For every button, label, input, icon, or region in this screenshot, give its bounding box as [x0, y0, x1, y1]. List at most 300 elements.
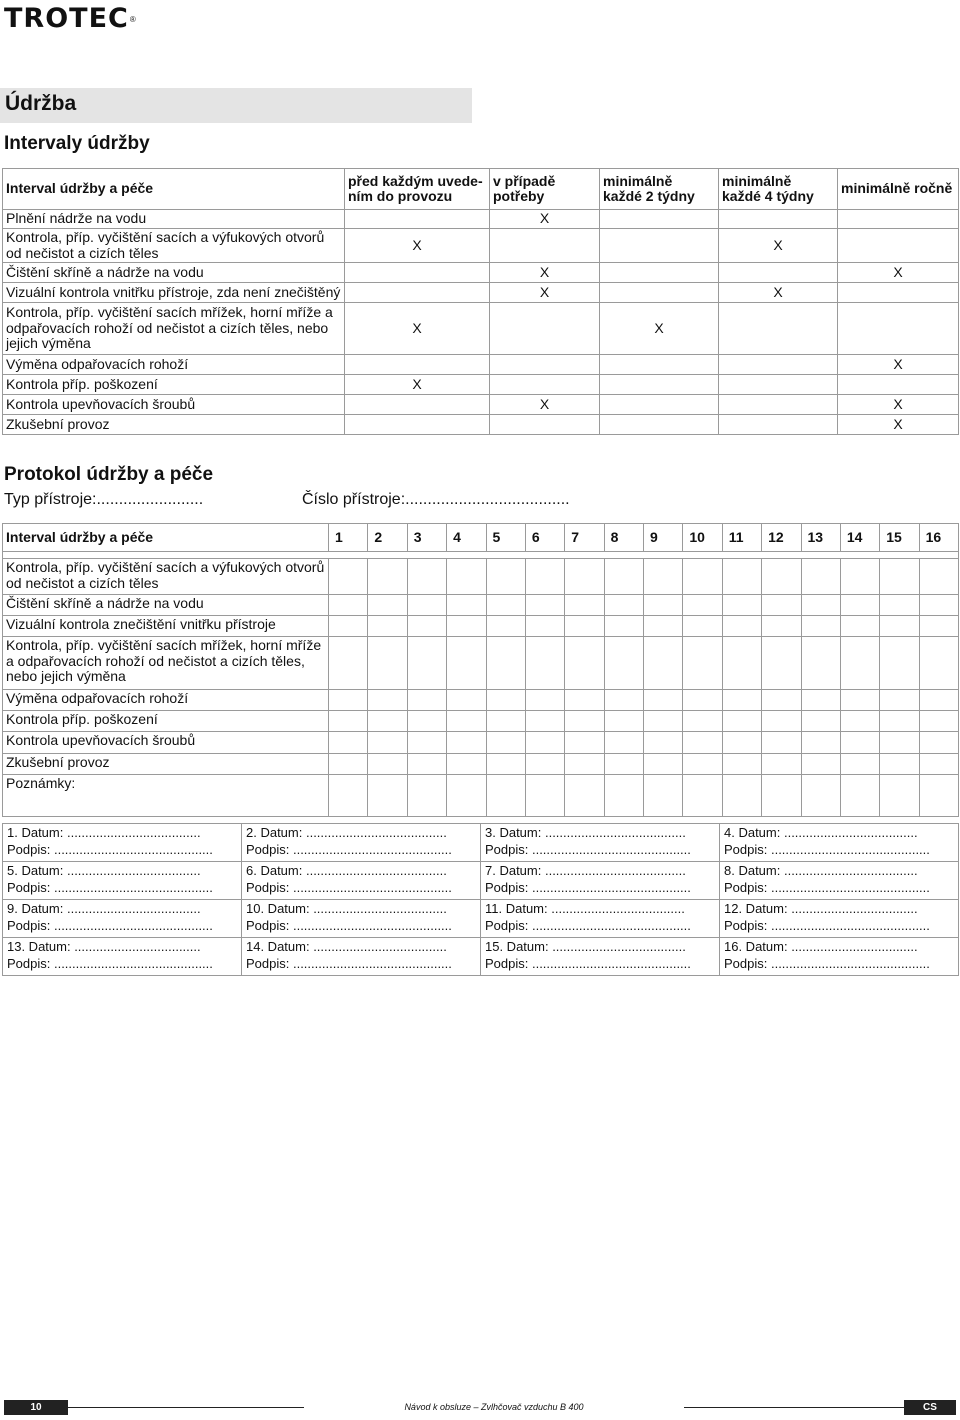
protocol-check-cell[interactable]	[919, 711, 958, 732]
protocol-check-cell[interactable]	[762, 559, 801, 595]
protocol-check-cell[interactable]	[880, 637, 919, 690]
intervals-row-label: Plnění nádrže na vodu	[3, 210, 345, 229]
protocol-check-cell[interactable]	[604, 775, 643, 817]
signature-cell[interactable]	[720, 824, 959, 862]
signature-date: 16. Datum: ...................................	[724, 939, 918, 954]
intervals-row	[3, 355, 959, 375]
protocol-check-cell[interactable]	[919, 690, 958, 711]
protocol-column-number: 5	[486, 524, 525, 552]
protocol-check-cell[interactable]	[525, 637, 564, 690]
protocol-check-cell[interactable]	[486, 690, 525, 711]
protocol-check-cell[interactable]	[525, 616, 564, 637]
protocol-check-cell[interactable]	[840, 559, 879, 595]
protocol-check-cell[interactable]	[447, 637, 486, 690]
signature-sign: Podpis: ............................................	[246, 880, 452, 895]
protocol-check-cell[interactable]	[840, 754, 879, 775]
intervals-row	[3, 395, 959, 415]
protocol-column-number: 10	[683, 524, 722, 552]
signature-cell[interactable]	[3, 824, 242, 862]
protocol-check-cell[interactable]	[683, 616, 722, 637]
protocol-check-cell[interactable]	[525, 559, 564, 595]
protocol-check-cell[interactable]	[604, 637, 643, 690]
protocol-row-label: Poznámky:	[3, 775, 329, 817]
protocol-check-cell[interactable]	[919, 732, 958, 754]
protocol-check-cell[interactable]	[801, 690, 840, 711]
intervals-mark-cell: X	[345, 229, 490, 263]
protocol-check-cell[interactable]	[880, 711, 919, 732]
protocol-check-cell[interactable]	[525, 775, 564, 817]
intervals-mark-cell	[838, 210, 959, 229]
protocol-check-cell[interactable]	[447, 775, 486, 817]
intervals-mark-cell: X	[490, 395, 600, 415]
protocol-check-cell[interactable]	[762, 775, 801, 817]
intervals-row-label: Kontrola, příp. vyčištění sacích mřížek, horní mříže a odpařovacích rohoží od nečistot a cizích těles, nebo jejich výměna	[3, 303, 345, 355]
protocol-check-cell[interactable]	[801, 775, 840, 817]
protocol-column-number: 15	[880, 524, 919, 552]
intervals-mark-cell	[600, 210, 719, 229]
protocol-check-cell[interactable]	[604, 754, 643, 775]
protocol-check-cell[interactable]	[525, 754, 564, 775]
signature-sign: Podpis: ............................................	[485, 956, 691, 971]
signature-date: 14. Datum: .....................................	[246, 939, 447, 954]
protocol-check-cell[interactable]	[525, 690, 564, 711]
protocol-check-cell[interactable]	[525, 711, 564, 732]
protocol-check-cell[interactable]	[880, 732, 919, 754]
protocol-row	[3, 595, 959, 616]
protocol-check-cell[interactable]	[486, 637, 525, 690]
signature-date: 9. Datum: .....................................	[7, 901, 201, 916]
protocol-spacer-row	[3, 552, 959, 559]
protocol-check-cell[interactable]	[644, 637, 683, 690]
intervals-row-label: Kontrola, příp. vyčištění sacích a výfukových otvorů od nečistot a cizích těles	[3, 229, 345, 263]
intervals-mark-cell: X	[490, 210, 600, 229]
protocol-check-cell[interactable]	[486, 711, 525, 732]
protocol-column-number: 11	[722, 524, 761, 552]
protocol-row-label: Kontrola příp. poškození	[3, 711, 329, 732]
intervals-mark-cell: X	[490, 283, 600, 303]
protocol-check-cell[interactable]	[329, 595, 368, 616]
brand-name: TROTEC	[4, 3, 129, 34]
intervals-header-cell: Interval údržby a péče	[3, 169, 345, 210]
signature-sign: Podpis: ............................................	[724, 956, 930, 971]
protocol-check-cell[interactable]	[565, 754, 604, 775]
protocol-check-cell[interactable]	[565, 616, 604, 637]
protocol-check-cell[interactable]	[565, 711, 604, 732]
protocol-row-label: Kontrola, příp. vyčištění sacích a výfukových otvorů od nečistot a cizích těles	[3, 559, 329, 595]
protocol-check-cell[interactable]	[919, 637, 958, 690]
intervals-header-cell: minimálně ročně	[838, 169, 959, 210]
protocol-check-cell[interactable]	[722, 732, 761, 754]
intervals-mark-cell	[719, 210, 838, 229]
protocol-check-cell[interactable]	[919, 616, 958, 637]
intervals-mark-cell	[600, 229, 719, 263]
protocol-check-cell[interactable]	[368, 690, 407, 711]
intervals-mark-cell	[719, 355, 838, 375]
intervals-mark-cell	[490, 355, 600, 375]
protocol-check-cell[interactable]	[722, 616, 761, 637]
protocol-check-cell[interactable]	[644, 711, 683, 732]
protocol-column-number: 3	[407, 524, 446, 552]
protocol-check-cell[interactable]	[407, 595, 446, 616]
protocol-check-cell[interactable]	[801, 559, 840, 595]
signature-date: 4. Datum: .....................................	[724, 825, 918, 840]
protocol-check-cell[interactable]	[368, 595, 407, 616]
protocol-row	[3, 559, 959, 595]
device-number-field: Číslo přístroje:.....................................	[302, 491, 570, 508]
protocol-check-cell[interactable]	[722, 690, 761, 711]
protocol-check-cell[interactable]	[880, 775, 919, 817]
intervals-mark-cell	[600, 375, 719, 395]
signature-cell[interactable]	[3, 900, 242, 938]
protocol-check-cell[interactable]	[644, 775, 683, 817]
intervals-row-label: Výměna odpařovacích rohoží	[3, 355, 345, 375]
protocol-column-number: 9	[644, 524, 683, 552]
protocol-check-cell[interactable]	[525, 732, 564, 754]
signature-sign: Podpis: ............................................	[7, 880, 213, 895]
intervals-mark-cell: X	[345, 375, 490, 395]
protocol-check-cell[interactable]	[604, 711, 643, 732]
protocol-check-cell[interactable]	[407, 690, 446, 711]
protocol-check-cell[interactable]	[329, 690, 368, 711]
section-title: Údržba	[5, 92, 77, 115]
intervals-mark-cell	[719, 415, 838, 435]
protocol-check-cell[interactable]	[762, 616, 801, 637]
protocol-check-cell[interactable]	[368, 616, 407, 637]
intervals-mark-cell: X	[719, 283, 838, 303]
protocol-check-cell[interactable]	[368, 754, 407, 775]
intervals-mark-cell	[600, 355, 719, 375]
protocol-check-cell[interactable]	[880, 690, 919, 711]
protocol-check-cell[interactable]	[762, 754, 801, 775]
protocol-column-number: 13	[801, 524, 840, 552]
protocol-check-cell[interactable]	[565, 637, 604, 690]
intervals-mark-cell	[345, 210, 490, 229]
protocol-check-cell[interactable]	[683, 559, 722, 595]
protocol-check-cell[interactable]	[762, 690, 801, 711]
protocol-check-cell[interactable]	[880, 559, 919, 595]
protocol-check-cell[interactable]	[840, 711, 879, 732]
protocol-check-cell[interactable]	[368, 775, 407, 817]
signature-sign: Podpis: ............................................	[485, 880, 691, 895]
protocol-header-row	[3, 524, 959, 552]
protocol-check-cell[interactable]	[801, 637, 840, 690]
intervals-row-label: Vizuální kontrola vnitřku přístroje, zda není znečištěný	[3, 283, 345, 303]
intervals-row	[3, 283, 959, 303]
intervals-mark-cell: X	[838, 355, 959, 375]
protocol-check-cell[interactable]	[919, 775, 958, 817]
signature-cell[interactable]	[481, 824, 720, 862]
protocol-check-cell[interactable]	[604, 559, 643, 595]
protocol-check-cell[interactable]	[722, 775, 761, 817]
protocol-row-label: Vizuální kontrola znečištění vnitřku přístroje	[3, 616, 329, 637]
intervals-mark-cell	[719, 395, 838, 415]
protocol-check-cell[interactable]	[919, 754, 958, 775]
protocol-check-cell[interactable]	[407, 559, 446, 595]
protocol-check-cell[interactable]	[565, 559, 604, 595]
intervals-header-cell: minimálně každé 4 týdny	[719, 169, 838, 210]
signature-sign: Podpis: ............................................	[485, 842, 691, 857]
protocol-check-cell[interactable]	[407, 711, 446, 732]
protocol-column-number: 16	[919, 524, 958, 552]
intervals-mark-cell: X	[600, 303, 719, 355]
signature-date: 7. Datum: .......................................	[485, 863, 686, 878]
intervals-mark-cell: X	[490, 263, 600, 283]
intervals-mark-cell	[719, 303, 838, 355]
intervals-mark-cell	[719, 375, 838, 395]
protocol-row	[3, 775, 959, 817]
protocol-column-number: 6	[525, 524, 564, 552]
protocol-check-cell[interactable]	[604, 595, 643, 616]
signature-cell[interactable]	[242, 900, 481, 938]
protocol-check-cell[interactable]	[447, 595, 486, 616]
signature-table	[2, 823, 959, 976]
intervals-mark-cell	[490, 303, 600, 355]
protocol-check-cell[interactable]	[801, 616, 840, 637]
intervals-mark-cell: X	[838, 395, 959, 415]
intervals-mark-cell	[345, 415, 490, 435]
protocol-check-cell[interactable]	[407, 637, 446, 690]
protocol-row-label: Čištění skříně a nádrže na vodu	[3, 595, 329, 616]
maintenance-protocol-table	[2, 523, 959, 817]
protocol-check-cell[interactable]	[840, 616, 879, 637]
intervals-mark-cell	[490, 229, 600, 263]
signature-sign: Podpis: ............................................	[485, 918, 691, 933]
protocol-check-cell[interactable]	[407, 616, 446, 637]
protocol-check-cell[interactable]	[762, 637, 801, 690]
intervals-header-cell: v případě potřeby	[490, 169, 600, 210]
intervals-mark-cell	[838, 375, 959, 395]
protocol-check-cell[interactable]	[565, 775, 604, 817]
intervals-mark-cell	[838, 229, 959, 263]
protocol-column-number: 12	[762, 524, 801, 552]
protocol-row	[3, 732, 959, 754]
protocol-check-cell[interactable]	[329, 559, 368, 595]
signature-cell[interactable]	[3, 862, 242, 900]
intervals-row	[3, 303, 959, 355]
signature-date: 3. Datum: .......................................	[485, 825, 686, 840]
intervals-row-label: Kontrola upevňovacích šroubů	[3, 395, 345, 415]
protocol-check-cell[interactable]	[919, 559, 958, 595]
protocol-check-cell[interactable]	[880, 616, 919, 637]
signature-date: 12. Datum: ...................................	[724, 901, 918, 916]
protocol-column-number: 1	[329, 524, 368, 552]
protocol-check-cell[interactable]	[683, 711, 722, 732]
intervals-mark-cell	[600, 415, 719, 435]
protocol-check-cell[interactable]	[801, 711, 840, 732]
intervals-mark-cell: X	[345, 303, 490, 355]
protocol-check-cell[interactable]	[722, 711, 761, 732]
protocol-check-cell[interactable]	[840, 637, 879, 690]
protocol-check-cell[interactable]	[683, 732, 722, 754]
protocol-check-cell[interactable]	[604, 690, 643, 711]
protocol-check-cell[interactable]	[447, 711, 486, 732]
protocol-check-cell[interactable]	[329, 775, 368, 817]
signature-cell[interactable]	[720, 900, 959, 938]
signature-date: 2. Datum: .......................................	[246, 825, 447, 840]
signature-date: 8. Datum: .....................................	[724, 863, 918, 878]
protocol-check-cell[interactable]	[368, 637, 407, 690]
protocol-check-cell[interactable]	[407, 754, 446, 775]
protocol-check-cell[interactable]	[565, 595, 604, 616]
protocol-check-cell[interactable]	[801, 595, 840, 616]
signature-sign: Podpis: ............................................	[246, 918, 452, 933]
signature-cell[interactable]	[242, 862, 481, 900]
protocol-check-cell[interactable]	[329, 637, 368, 690]
protocol-check-cell[interactable]	[840, 775, 879, 817]
intervals-title: Intervaly údržby	[4, 133, 150, 154]
intervals-mark-cell	[600, 263, 719, 283]
protocol-check-cell[interactable]	[329, 711, 368, 732]
protocol-check-cell[interactable]	[565, 732, 604, 754]
signature-cell[interactable]	[481, 862, 720, 900]
intervals-row	[3, 263, 959, 283]
protocol-row	[3, 690, 959, 711]
protocol-check-cell[interactable]	[880, 595, 919, 616]
protocol-check-cell[interactable]	[486, 775, 525, 817]
protocol-check-cell[interactable]	[644, 754, 683, 775]
protocol-check-cell[interactable]	[565, 690, 604, 711]
protocol-check-cell[interactable]	[683, 754, 722, 775]
registered-mark: ®	[129, 14, 136, 24]
signature-sign: Podpis: ............................................	[7, 956, 213, 971]
protocol-check-cell[interactable]	[447, 732, 486, 754]
protocol-check-cell[interactable]	[486, 732, 525, 754]
signature-sign: Podpis: ............................................	[246, 956, 452, 971]
protocol-check-cell[interactable]	[840, 690, 879, 711]
protocol-row-label: Výměna odpařovacích rohoží	[3, 690, 329, 711]
signature-sign: Podpis: ............................................	[7, 842, 213, 857]
protocol-check-cell[interactable]	[880, 754, 919, 775]
protocol-check-cell[interactable]	[722, 595, 761, 616]
protocol-check-cell[interactable]	[762, 595, 801, 616]
protocol-check-cell[interactable]	[447, 559, 486, 595]
protocol-row	[3, 711, 959, 732]
intervals-mark-cell	[345, 395, 490, 415]
intervals-header-cell: minimálně každé 2 týdny	[600, 169, 719, 210]
intervals-mark-cell	[838, 303, 959, 355]
intervals-mark-cell	[345, 263, 490, 283]
protocol-check-cell[interactable]	[447, 754, 486, 775]
signature-cell[interactable]	[720, 862, 959, 900]
intervals-row	[3, 375, 959, 395]
protocol-check-cell[interactable]	[801, 732, 840, 754]
intervals-mark-cell	[490, 375, 600, 395]
maintenance-intervals-table	[2, 168, 959, 435]
protocol-check-cell[interactable]	[525, 595, 564, 616]
intervals-mark-cell: X	[838, 415, 959, 435]
intervals-mark-cell: X	[838, 263, 959, 283]
signature-date: 1. Datum: .....................................	[7, 825, 201, 840]
protocol-check-cell[interactable]	[604, 616, 643, 637]
protocol-check-cell[interactable]	[604, 732, 643, 754]
protocol-check-cell[interactable]	[644, 559, 683, 595]
protocol-check-cell[interactable]	[368, 559, 407, 595]
protocol-check-cell[interactable]	[722, 754, 761, 775]
protocol-column-number: 2	[368, 524, 407, 552]
intervals-mark-cell	[345, 283, 490, 303]
signature-row	[3, 900, 959, 938]
protocol-check-cell[interactable]	[683, 775, 722, 817]
intervals-row	[3, 210, 959, 229]
protocol-check-cell[interactable]	[919, 595, 958, 616]
intervals-mark-cell	[490, 415, 600, 435]
trotec-logo	[4, 4, 136, 34]
protocol-row	[3, 637, 959, 690]
protocol-check-cell[interactable]	[407, 732, 446, 754]
protocol-check-cell[interactable]	[644, 595, 683, 616]
signature-date: 13. Datum: ...................................	[7, 939, 201, 954]
page-number: 10	[4, 1400, 68, 1415]
protocol-check-cell[interactable]	[486, 595, 525, 616]
intervals-row	[3, 229, 959, 263]
signature-row	[3, 938, 959, 976]
protocol-check-cell[interactable]	[368, 732, 407, 754]
language-code: CS	[904, 1400, 956, 1415]
signature-cell[interactable]	[720, 938, 959, 976]
protocol-check-cell[interactable]	[683, 595, 722, 616]
signature-sign: Podpis: ............................................	[7, 918, 213, 933]
protocol-check-cell[interactable]	[801, 754, 840, 775]
protocol-check-cell[interactable]	[486, 754, 525, 775]
protocol-check-cell[interactable]	[447, 616, 486, 637]
signature-cell[interactable]	[481, 938, 720, 976]
protocol-row-label: Zkušební provoz	[3, 754, 329, 775]
intervals-row-label: Zkušební provoz	[3, 415, 345, 435]
protocol-check-cell[interactable]	[762, 732, 801, 754]
signature-cell[interactable]	[3, 938, 242, 976]
protocol-check-cell[interactable]	[722, 637, 761, 690]
protocol-check-cell[interactable]	[840, 595, 879, 616]
protocol-check-cell[interactable]	[329, 616, 368, 637]
signature-cell[interactable]	[242, 824, 481, 862]
signature-date: 5. Datum: .....................................	[7, 863, 201, 878]
intervals-mark-cell	[838, 283, 959, 303]
intervals-row	[3, 415, 959, 435]
protocol-check-cell[interactable]	[486, 616, 525, 637]
protocol-row-label: Kontrola, příp. vyčištění sacích mřížek, horní mříže a odpařovacích rohoží od nečistot a cizích těles, nebo jejich výměna	[3, 637, 329, 690]
protocol-check-cell[interactable]	[447, 690, 486, 711]
signature-cell[interactable]	[481, 900, 720, 938]
protocol-check-cell[interactable]	[644, 616, 683, 637]
protocol-header-label: Interval údržby a péče	[3, 524, 329, 552]
protocol-check-cell[interactable]	[722, 559, 761, 595]
device-type-field: Typ přístroje:........................	[4, 491, 204, 508]
intervals-mark-cell	[719, 263, 838, 283]
protocol-check-cell[interactable]	[683, 637, 722, 690]
protocol-check-cell[interactable]	[486, 559, 525, 595]
intervals-header-row	[3, 169, 959, 210]
protocol-column-number: 8	[604, 524, 643, 552]
page-footer	[4, 1400, 956, 1415]
protocol-row-label: Kontrola upevňovacích šroubů	[3, 732, 329, 754]
protocol-check-cell[interactable]	[840, 732, 879, 754]
protocol-check-cell[interactable]	[329, 754, 368, 775]
protocol-check-cell[interactable]	[368, 711, 407, 732]
protocol-check-cell[interactable]	[644, 732, 683, 754]
signature-sign: Podpis: ............................................	[246, 842, 452, 857]
protocol-check-cell[interactable]	[407, 775, 446, 817]
intervals-row-label: Čištění skříně a nádrže na vodu	[3, 263, 345, 283]
protocol-check-cell[interactable]	[683, 690, 722, 711]
protocol-check-cell[interactable]	[329, 732, 368, 754]
signature-cell[interactable]	[242, 938, 481, 976]
protocol-check-cell[interactable]	[762, 711, 801, 732]
intervals-mark-cell	[600, 395, 719, 415]
protocol-column-number: 4	[447, 524, 486, 552]
signature-date: 6. Datum: .......................................	[246, 863, 447, 878]
protocol-check-cell[interactable]	[644, 690, 683, 711]
signature-date: 10. Datum: .....................................	[246, 901, 447, 916]
